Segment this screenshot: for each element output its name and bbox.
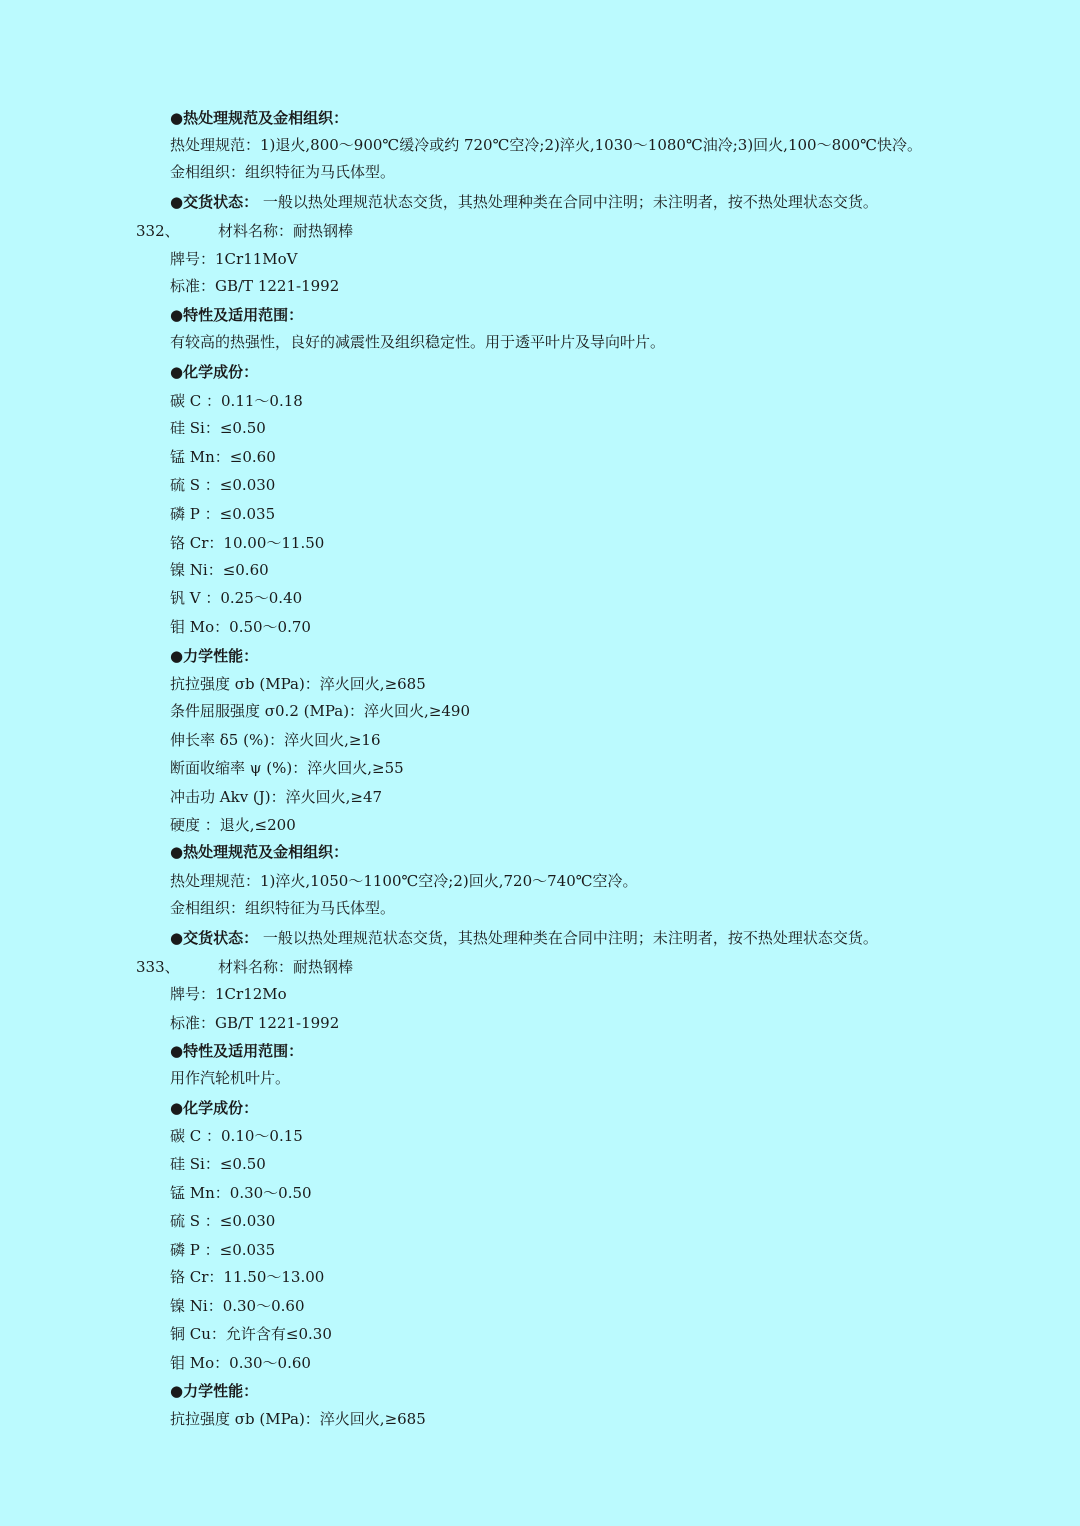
delivery-label: ●交货状态： — [170, 193, 259, 211]
text-line: 硅 Si：≤0.50 — [170, 1155, 266, 1173]
text-line: 条件屈服强度 σ0.2 (MPa)：淬火回火,≥490 — [170, 702, 471, 720]
text-line: 钼 Mo：0.50～0.70 — [170, 618, 311, 636]
text-line: 磷 P ：≤0.035 — [170, 1241, 276, 1259]
section-heading: ●力学性能： — [170, 1382, 259, 1400]
text-line: 抗拉强度 σb (MPa)：淬火回火,≥685 — [170, 1410, 426, 1428]
text-line: 金相组织：组织特征为马氏体型。 — [170, 899, 396, 917]
text-line: 镍 Ni：0.30～0.60 — [170, 1297, 305, 1315]
text-line: 用作汽轮机叶片。 — [170, 1069, 291, 1087]
section-heading: ●化学成份： — [170, 1099, 259, 1117]
text-line: 钒 V ：0.25～0.40 — [170, 589, 303, 607]
text-line: 镍 Ni：≤0.60 — [170, 561, 269, 579]
delivery-status — [170, 189, 878, 215]
delivery-text: 一般以热处理规范状态交货，其热处理种类在合同中注明；未注明者，按不热处理状态交货。 — [262, 929, 878, 947]
text-line: 抗拉强度 σb (MPa)：淬火回火,≥685 — [170, 675, 426, 693]
section-heading: ●特性及适用范围： — [170, 306, 304, 324]
text-line: 牌号：1Cr11MoV — [170, 250, 298, 268]
text-line: 硫 S ：≤0.030 — [170, 1212, 276, 1230]
text-line: 冲击功 Akv (J)：淬火回火,≥47 — [170, 788, 383, 806]
text-line: 碳 C ：0.11～0.18 — [170, 392, 303, 410]
section-heading: ●化学成份： — [170, 363, 259, 381]
text-line: 伸长率 δ5 (%)：淬火回火,≥16 — [170, 731, 381, 749]
text-line: 断面收缩率 ψ (%)：淬火回火,≥55 — [170, 759, 404, 777]
text-line: 有较高的热强性，良好的减震性及组织稳定性。用于透平叶片及导向叶片。 — [170, 333, 666, 351]
section-heading: ●力学性能： — [170, 647, 259, 665]
section-heading: ●特性及适用范围： — [170, 1042, 304, 1060]
item-number: 332、 — [136, 222, 180, 240]
material-entry — [136, 954, 353, 980]
text-line: 铬 Cr：11.50～13.00 — [170, 1268, 325, 1286]
text-line: 锰 Mn：≤0.60 — [170, 448, 276, 466]
text-line: 磷 P ：≤0.035 — [170, 505, 276, 523]
text-line: 碳 C ：0.10～0.15 — [170, 1127, 303, 1145]
text-line: 硅 Si：≤0.50 — [170, 419, 266, 437]
delivery-label: ●交货状态： — [170, 929, 259, 947]
delivery-status — [170, 925, 878, 951]
text-line: 硬度 ：退火,≤200 — [170, 816, 296, 834]
item-number: 333、 — [136, 958, 180, 976]
material-entry — [136, 218, 353, 244]
text-line: 铜 Cu：允许含有≤0.30 — [170, 1325, 332, 1343]
text-line: 标准：GB/T 1221-1992 — [170, 1014, 340, 1032]
text-line: 热处理规范：1)退火,800～900℃缓冷或约 720℃空冷;2)淬火,1030～1080℃油冷;3)回火,100～800℃快冷。 — [170, 136, 922, 154]
section-heading: ●热处理规范及金相组织： — [170, 109, 349, 127]
text-line: 锰 Mn：0.30～0.50 — [170, 1184, 312, 1202]
text-line: 热处理规范：1)淬火,1050～1100℃空冷;2)回火,720～740℃空冷。 — [170, 872, 638, 890]
material-name: 材料名称：耐热钢棒 — [218, 958, 354, 976]
material-name: 材料名称：耐热钢棒 — [218, 222, 354, 240]
text-line: 硫 S ：≤0.030 — [170, 476, 276, 494]
delivery-text: 一般以热处理规范状态交货，其热处理种类在合同中注明；未注明者，按不热处理状态交货。 — [262, 193, 878, 211]
text-line: 铬 Cr：10.00～11.50 — [170, 534, 325, 552]
text-line: 金相组织：组织特征为马氏体型。 — [170, 163, 396, 181]
text-line: 标准：GB/T 1221-1992 — [170, 277, 340, 295]
text-line: 钼 Mo：0.30～0.60 — [170, 1354, 311, 1372]
section-heading: ●热处理规范及金相组织： — [170, 843, 349, 861]
text-line: 牌号：1Cr12Mo — [170, 985, 287, 1003]
